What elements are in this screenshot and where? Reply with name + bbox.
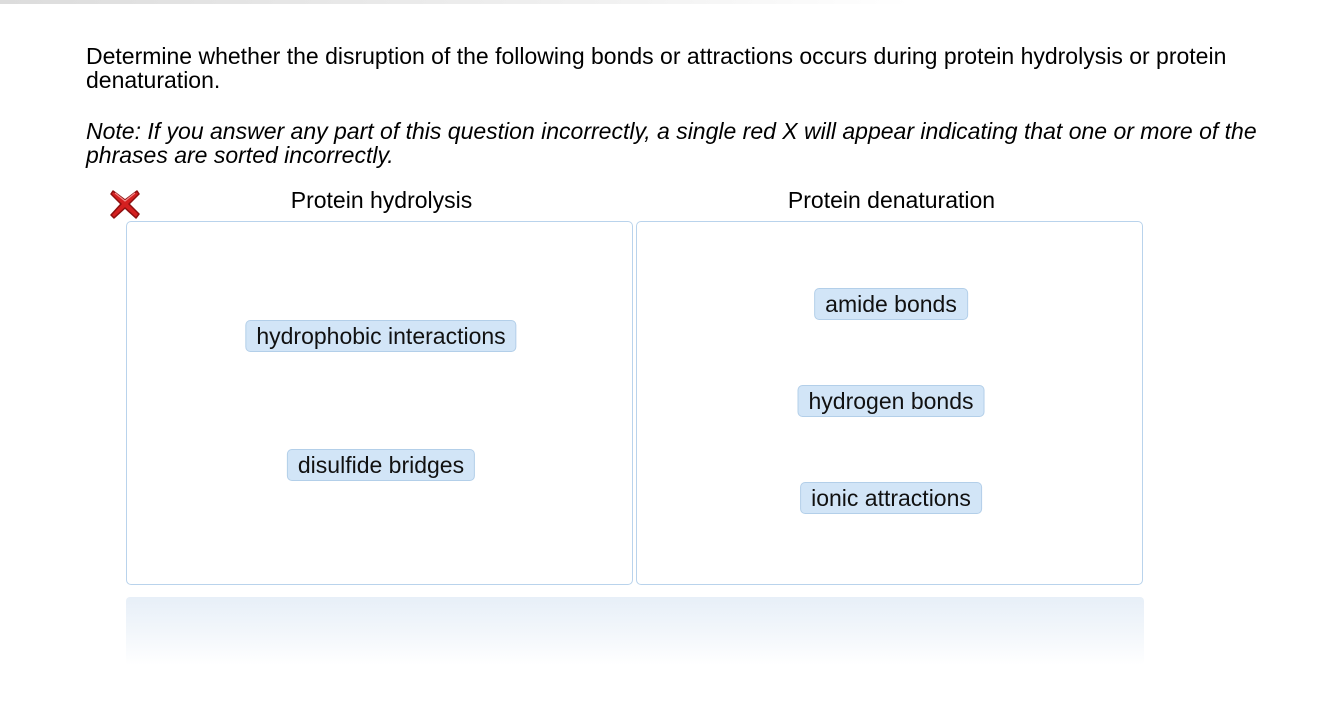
question-text: Determine whether the disruption of the following bonds or attractions occurs during protein hydrolysis or protein denaturation. — [86, 43, 1227, 93]
column-header-denaturation: Protein denaturation — [787, 187, 996, 213]
drop-zone-hydrolysis[interactable] — [126, 221, 633, 585]
question-note: Note: If you answer any part of this question incorrectly, a single red X will appear indicating that one or more of the phrases are sorted incorrectly. — [86, 118, 1257, 168]
item-chip-hydrogen-bonds[interactable]: hydrogen bonds — [798, 385, 985, 417]
item-chip-disulfide-bridges[interactable]: disulfide bridges — [287, 449, 475, 481]
column-header-hydrolysis: Protein hydrolysis — [290, 187, 473, 213]
drop-zone-denaturation[interactable] — [636, 221, 1143, 585]
item-chip-ionic-attractions[interactable]: ionic attractions — [800, 482, 982, 514]
top-divider — [0, 0, 910, 4]
item-chip-hydrophobic-interactions[interactable]: hydrophobic interactions — [245, 320, 516, 352]
item-chip-amide-bonds[interactable]: amide bonds — [814, 288, 968, 320]
answer-tray[interactable] — [126, 597, 1144, 665]
